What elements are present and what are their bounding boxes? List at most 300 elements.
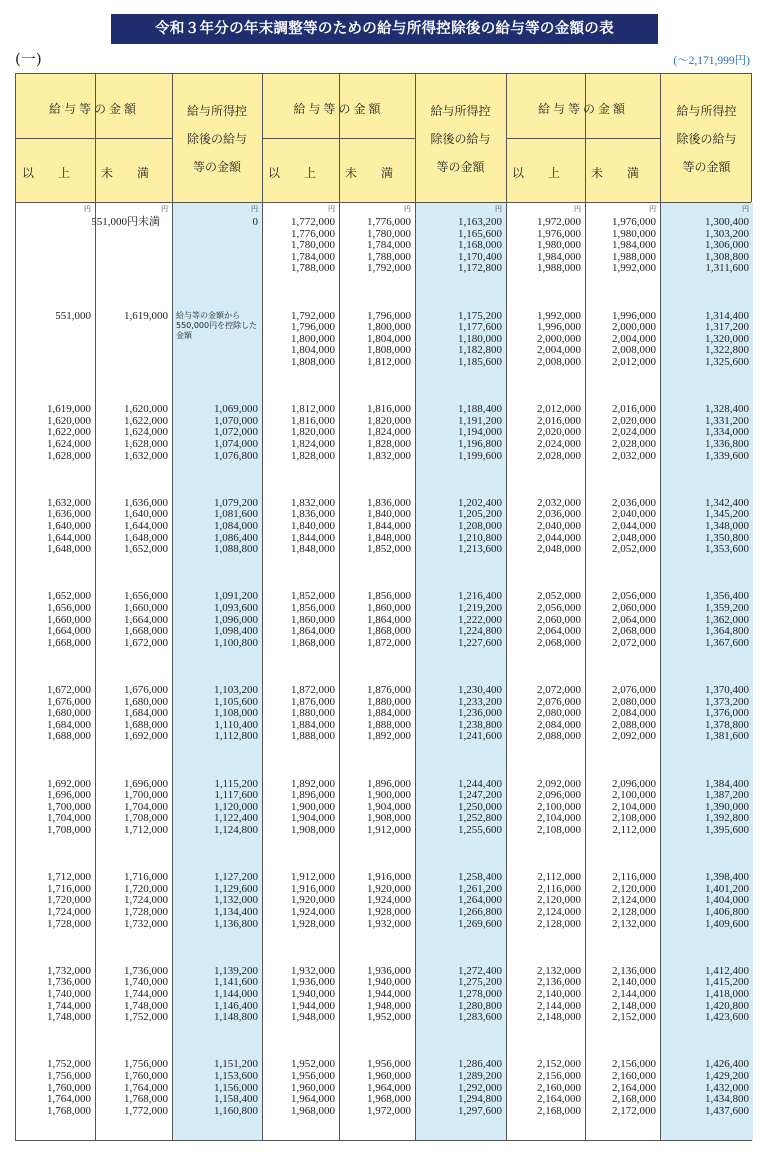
unit-mark: 円	[404, 205, 411, 213]
table-cell-lower: 1,912,000	[291, 871, 335, 884]
table-cell-after: 1,334,000	[705, 426, 749, 439]
table-cell-lower: 1,972,000	[537, 216, 581, 228]
table-cell-after: 1,250,000	[458, 800, 502, 813]
table-cell-after: 1,426,400	[705, 1058, 749, 1071]
table-cell-upper: 1,664,000	[124, 613, 168, 626]
table-cell-upper: 1,788,000	[367, 250, 411, 263]
table-cell-lower: 2,044,000	[537, 531, 581, 544]
table-cell-lower: 1,948,000	[291, 1011, 335, 1024]
table-cell-upper: 1,716,000	[124, 871, 168, 884]
table-cell-lower: 2,056,000	[537, 602, 581, 614]
table-cell-after: 1,120,000	[214, 800, 258, 813]
table-cell-upper: 1,924,000	[367, 894, 411, 907]
table-cell-after: 1,252,800	[458, 812, 502, 825]
table-cell-upper: 1,636,000	[124, 496, 168, 509]
table-cell-upper: 2,032,000	[612, 449, 656, 462]
table-cell-after: 1,406,800	[705, 906, 749, 918]
table-cell-lower: 1,760,000	[47, 1081, 91, 1094]
table-cell-after: 1,356,400	[705, 590, 749, 603]
table-cell-after: 1,227,600	[458, 636, 502, 649]
table-cell-lower: 1,672,000	[47, 684, 91, 696]
table-cell-lower: 2,024,000	[537, 438, 581, 450]
table-cell-upper: 1,920,000	[367, 882, 411, 895]
table-cell-after: 1,353,600	[705, 543, 749, 556]
table-cell-lower: 2,104,000	[537, 812, 581, 825]
table-cell-after: 1,415,200	[705, 976, 749, 989]
table-cell-upper: 1,952,000	[367, 1011, 411, 1024]
table-cell-after: 1,303,200	[705, 227, 749, 240]
table-cell-upper: 2,016,000	[612, 403, 656, 416]
table-cell-upper: 2,044,000	[612, 520, 656, 532]
table-cell-upper: 1,704,000	[124, 800, 168, 813]
table-cell-after: 1,170,400	[458, 250, 502, 263]
unit-mark: 円	[574, 205, 581, 213]
table-cell-lower: 2,052,000	[537, 590, 581, 603]
table-cell-upper: 1,980,000	[612, 227, 656, 240]
table-cell-lower: 2,100,000	[537, 800, 581, 813]
table-cell-lower: 1,928,000	[291, 917, 335, 930]
table-cell-upper: 1,744,000	[124, 988, 168, 1000]
table-cell-upper: 1,676,000	[124, 684, 168, 696]
table-cell-after: 1,158,400	[214, 1093, 258, 1106]
table-cell-lower: 2,048,000	[537, 543, 581, 556]
table-cell-upper: 2,136,000	[612, 964, 656, 977]
table-cell-upper: 2,092,000	[612, 730, 656, 743]
table-cell-lower: 1,900,000	[291, 800, 335, 813]
table-cell-upper: 1,680,000	[124, 695, 168, 708]
special-label-under-551000: 551,000円未満	[91, 216, 160, 228]
table-cell-after: 1,258,400	[458, 871, 502, 884]
table-cell-upper: 1,640,000	[124, 508, 168, 521]
table-cell-upper: 2,132,000	[612, 917, 656, 930]
table-cell-after: 1,070,000	[214, 414, 258, 427]
table-cell-upper: 2,172,000	[612, 1104, 656, 1117]
table-cell-lower: 2,072,000	[537, 684, 581, 696]
table-cell-upper: 1,848,000	[367, 531, 411, 544]
table-cell-after: 1,196,800	[458, 438, 502, 450]
table-cell-lower: 1,996,000	[537, 321, 581, 334]
salary-deduction-table	[15, 73, 752, 1141]
table-cell-lower: 1,640,000	[47, 520, 91, 532]
table-cell-upper: 2,140,000	[612, 976, 656, 989]
table-cell-after: 1,381,600	[705, 730, 749, 743]
table-cell-lower: 1,644,000	[47, 531, 91, 544]
table-cell-after: 1,096,000	[214, 613, 258, 626]
table-cell-lower: 1,724,000	[47, 906, 91, 918]
table-cell-upper: 1,656,000	[124, 590, 168, 603]
table-cell-upper: 2,108,000	[612, 812, 656, 825]
table-cell-upper: 2,000,000	[612, 321, 656, 334]
table-cell-upper: 1,956,000	[367, 1058, 411, 1071]
table-cell-upper: 2,156,000	[612, 1058, 656, 1071]
table-cell-lower: 2,144,000	[537, 999, 581, 1012]
table-cell-after: 1,110,400	[214, 718, 258, 731]
table-cell-lower: 1,824,000	[291, 438, 335, 450]
table-cell-after: 1,105,600	[214, 695, 258, 708]
table-cell-after: 1,362,000	[705, 613, 749, 626]
table-cell-after: 1,098,400	[214, 625, 258, 638]
table-cell-upper: 2,124,000	[612, 894, 656, 907]
table-cell-upper: 1,624,000	[124, 426, 168, 439]
table-cell-after: 1,100,800	[214, 636, 258, 649]
header-subdivider	[16, 138, 172, 139]
table-cell-after: 1,177,600	[458, 321, 502, 334]
table-cell-lower: 2,116,000	[537, 882, 581, 895]
header-subdivider	[506, 138, 660, 139]
section-marker: (一)	[15, 50, 42, 68]
table-cell-lower: 1,896,000	[291, 789, 335, 802]
table-cell-after: 1,300,400	[705, 216, 749, 228]
table-cell-upper: 1,772,000	[124, 1104, 168, 1117]
table-cell-lower: 1,688,000	[47, 730, 91, 743]
table-cell-lower: 2,092,000	[537, 777, 581, 790]
table-cell-upper: 1,792,000	[367, 262, 411, 275]
table-cell-lower: 1,732,000	[47, 964, 91, 977]
table-cell-lower: 1,619,000	[47, 403, 91, 416]
table-cell-after: 1,348,000	[705, 520, 749, 532]
table-cell-after: 1,117,600	[214, 789, 258, 802]
header-upper: 未 満	[591, 166, 640, 180]
table-cell-after: 1,401,200	[705, 882, 749, 895]
range-note: (～2,171,999円)	[673, 55, 750, 67]
table-cell-upper: 1,832,000	[367, 449, 411, 462]
table-cell-after: 1,086,400	[214, 531, 258, 544]
table-cell-after: 1,423,600	[705, 1011, 749, 1024]
table-cell-lower: 1,880,000	[291, 707, 335, 720]
table-cell-upper: 2,072,000	[612, 636, 656, 649]
table-cell-lower: 1,940,000	[291, 988, 335, 1000]
table-cell-upper: 1,668,000	[124, 625, 168, 638]
table-cell-after: 1,199,600	[458, 449, 502, 462]
table-cell-lower: 1,848,000	[291, 543, 335, 556]
table-cell-after: 1,289,200	[458, 1070, 502, 1082]
table-cell-lower: 1,976,000	[537, 227, 581, 240]
table-cell-lower: 2,124,000	[537, 906, 581, 918]
header-salary-amount: 給与等の金額	[48, 102, 139, 116]
table-cell-after: 1,132,000	[214, 894, 258, 907]
table-cell-after: 1,146,400	[214, 999, 258, 1012]
table-cell-after: 1,255,600	[458, 824, 502, 836]
table-cell-lower: 1,628,000	[47, 449, 91, 462]
table-cell-lower: 1,868,000	[291, 636, 335, 649]
table-cell-upper: 2,096,000	[612, 777, 656, 790]
table-cell-upper: 1,940,000	[367, 976, 411, 989]
table-cell-after: 1,188,400	[458, 403, 502, 416]
table-cell-after: 1,079,200	[214, 496, 258, 509]
table-cell-upper: 1,672,000	[124, 636, 168, 649]
table-cell-after: 1,359,200	[705, 602, 749, 614]
table-cell-lower: 1,860,000	[291, 613, 335, 626]
table-cell-after: 1,093,600	[214, 602, 258, 614]
table-cell-lower: 1,728,000	[47, 917, 91, 930]
header-after-deduction-line: 等の金額	[192, 160, 241, 174]
table-cell-upper: 1,748,000	[124, 999, 168, 1012]
table-cell-lower: 2,020,000	[537, 426, 581, 439]
table-cell-lower: 1,836,000	[291, 508, 335, 521]
table-cell-after: 1,387,200	[705, 789, 749, 802]
table-cell-upper: 1,880,000	[367, 695, 411, 708]
table-cell-after: 1,336,800	[705, 438, 749, 450]
table-cell-lower: 1,964,000	[291, 1093, 335, 1106]
table-cell-after: 1,165,600	[458, 227, 502, 240]
table-cell-lower: 1,992,000	[537, 309, 581, 322]
table-cell-upper: 1,784,000	[367, 239, 411, 252]
table-cell-lower: 2,040,000	[537, 520, 581, 532]
table-cell-upper: 1,812,000	[367, 356, 411, 368]
table-cell-after: 1,437,600	[705, 1104, 749, 1117]
table-cell-lower: 2,128,000	[537, 917, 581, 930]
table-cell-upper: 1,884,000	[367, 707, 411, 720]
table-cell-after: 1,286,400	[458, 1058, 502, 1071]
table-cell-upper: 2,012,000	[612, 356, 656, 368]
table-cell-after: 1,160,800	[214, 1104, 258, 1117]
table-cell-after: 1,108,000	[214, 707, 258, 720]
table-cell-after: 1,168,000	[458, 239, 502, 252]
table-cell-upper: 1,696,000	[124, 777, 168, 790]
table-cell-after: 1,072,000	[214, 426, 258, 439]
table-cell-lower: 1,744,000	[47, 999, 91, 1012]
table-cell-lower: 2,060,000	[537, 613, 581, 626]
table-cell-upper: 1,816,000	[367, 403, 411, 416]
table-cell-after: 1,266,800	[458, 906, 502, 918]
table-cell-lower: 1,932,000	[291, 964, 335, 977]
table-cell-after: 1,230,400	[458, 684, 502, 696]
special-value-zero: 0	[252, 216, 258, 228]
table-cell-lower: 1,864,000	[291, 625, 335, 638]
table-cell-after: 1,404,000	[705, 894, 749, 907]
table-cell-upper: 1,988,000	[612, 250, 656, 263]
table-cell-upper: 1,752,000	[124, 1011, 168, 1024]
table-cell-lower: 1,808,000	[291, 356, 335, 368]
table-cell-lower: 2,076,000	[537, 695, 581, 708]
table-cell-after: 1,103,200	[214, 684, 258, 696]
table-cell-lower: 1,632,000	[47, 496, 91, 509]
table-cell-after: 1,163,200	[458, 216, 502, 228]
table-title: 令和３年分の年末調整等のための給与所得控除後の給与等の金額の表	[111, 14, 658, 44]
table-cell-lower: 1,872,000	[291, 684, 335, 696]
table-cell-upper: 2,148,000	[612, 999, 656, 1012]
table-cell-upper: 1,828,000	[367, 438, 411, 450]
table-cell-lower: 2,000,000	[537, 332, 581, 345]
table-cell-lower: 1,652,000	[47, 590, 91, 603]
header-lower: 以 上	[512, 166, 561, 180]
table-cell-upper: 2,036,000	[612, 496, 656, 509]
table-cell-lower: 2,080,000	[537, 707, 581, 720]
table-cell-lower: 1,828,000	[291, 449, 335, 462]
unit-mark: 円	[161, 205, 168, 213]
table-cell-lower: 1,884,000	[291, 718, 335, 731]
table-cell-upper: 1,840,000	[367, 508, 411, 521]
table-cell-after: 1,244,400	[458, 777, 502, 790]
table-cell-upper: 1,860,000	[367, 602, 411, 614]
table-cell-after: 1,241,600	[458, 730, 502, 743]
table-cell-upper: 1,724,000	[124, 894, 168, 907]
table-cell-lower: 1,904,000	[291, 812, 335, 825]
table-cell-upper: 1,760,000	[124, 1070, 168, 1082]
unit-mark: 円	[495, 205, 502, 213]
table-cell-after: 1,194,000	[458, 426, 502, 439]
special-lower-551000: 551,000	[55, 309, 91, 322]
table-cell-upper: 1,712,000	[124, 824, 168, 836]
table-cell-upper: 1,944,000	[367, 988, 411, 1000]
table-cell-after: 1,320,000	[705, 332, 749, 345]
header-after-deduction-line: 等の金額	[682, 160, 731, 174]
table-cell-lower: 1,656,000	[47, 602, 91, 614]
table-cell-upper: 2,164,000	[612, 1081, 656, 1094]
table-cell-lower: 2,084,000	[537, 718, 581, 731]
table-cell-after: 1,182,800	[458, 344, 502, 357]
table-cell-lower: 1,944,000	[291, 999, 335, 1012]
table-cell-after: 1,205,200	[458, 508, 502, 521]
table-cell-lower: 1,768,000	[47, 1104, 91, 1117]
table-cell-upper: 1,916,000	[367, 871, 411, 884]
table-cell-upper: 2,048,000	[612, 531, 656, 544]
table-cell-after: 1,325,600	[705, 356, 749, 368]
table-cell-after: 1,328,400	[705, 403, 749, 416]
table-cell-upper: 2,084,000	[612, 707, 656, 720]
table-cell-lower: 1,664,000	[47, 625, 91, 638]
header-after-deduction-line: 給与所得控	[430, 104, 491, 118]
table-cell-upper: 1,800,000	[367, 321, 411, 334]
table-cell-after: 1,208,000	[458, 520, 502, 532]
table-cell-lower: 1,784,000	[291, 250, 335, 263]
table-cell-after: 1,398,400	[705, 871, 749, 884]
table-cell-upper: 2,112,000	[612, 824, 656, 836]
header-after-deduction-line: 除後の給与	[676, 132, 737, 146]
table-cell-after: 1,412,400	[705, 964, 749, 977]
table-cell-upper: 1,740,000	[124, 976, 168, 989]
table-cell-upper: 1,700,000	[124, 789, 168, 802]
table-cell-upper: 1,868,000	[367, 625, 411, 638]
table-cell-lower: 2,036,000	[537, 508, 581, 521]
table-cell-upper: 1,852,000	[367, 543, 411, 556]
table-cell-upper: 1,628,000	[124, 438, 168, 450]
table-cell-after: 1,317,200	[705, 321, 749, 334]
table-cell-after: 1,390,000	[705, 800, 749, 813]
table-cell-upper: 1,808,000	[367, 344, 411, 357]
table-cell-after: 1,129,600	[214, 882, 258, 895]
table-cell-upper: 1,904,000	[367, 800, 411, 813]
table-cell-after: 1,345,200	[705, 508, 749, 521]
table-cell-after: 1,151,200	[214, 1058, 258, 1071]
table-cell-after: 1,236,000	[458, 707, 502, 720]
table-cell-lower: 1,792,000	[291, 309, 335, 322]
table-cell-upper: 1,648,000	[124, 531, 168, 544]
table-cell-lower: 2,160,000	[537, 1081, 581, 1094]
table-cell-after: 1,308,800	[705, 250, 749, 263]
table-cell-lower: 2,156,000	[537, 1070, 581, 1082]
table-cell-lower: 2,164,000	[537, 1093, 581, 1106]
table-cell-lower: 1,956,000	[291, 1070, 335, 1082]
table-cell-upper: 1,692,000	[124, 730, 168, 743]
header-lower: 以 上	[268, 166, 317, 180]
header-salary-amount: 給与等の金額	[537, 102, 628, 116]
table-cell-lower: 1,984,000	[537, 250, 581, 263]
table-cell-after: 1,216,400	[458, 590, 502, 603]
table-cell-upper: 2,116,000	[612, 871, 656, 884]
table-cell-lower: 1,660,000	[47, 613, 91, 626]
header-after-deduction-line: 除後の給与	[430, 132, 491, 146]
unit-mark: 円	[328, 205, 335, 213]
table-cell-after: 1,185,600	[458, 356, 502, 368]
table-cell-upper: 1,720,000	[124, 882, 168, 895]
table-cell-lower: 1,876,000	[291, 695, 335, 708]
table-cell-upper: 2,144,000	[612, 988, 656, 1000]
table-cell-upper: 1,856,000	[367, 590, 411, 603]
header-upper: 未 満	[345, 166, 394, 180]
table-cell-upper: 1,736,000	[124, 964, 168, 977]
table-cell-upper: 2,024,000	[612, 426, 656, 439]
table-cell-upper: 1,968,000	[367, 1093, 411, 1106]
table-cell-upper: 2,040,000	[612, 508, 656, 521]
table-cell-lower: 1,696,000	[47, 789, 91, 802]
table-cell-upper: 1,872,000	[367, 636, 411, 649]
table-cell-upper: 1,660,000	[124, 602, 168, 614]
table-cell-after: 1,384,400	[705, 777, 749, 790]
table-cell-upper: 1,844,000	[367, 520, 411, 532]
table-cell-upper: 1,632,000	[124, 449, 168, 462]
table-cell-after: 1,418,000	[705, 988, 749, 1000]
table-cell-lower: 1,916,000	[291, 882, 335, 895]
table-cell-upper: 1,960,000	[367, 1070, 411, 1082]
table-cell-after: 1,420,800	[705, 999, 749, 1012]
table-cell-upper: 1,708,000	[124, 812, 168, 825]
table-cell-lower: 1,676,000	[47, 695, 91, 708]
table-cell-lower: 1,776,000	[291, 227, 335, 240]
table-cell-upper: 2,028,000	[612, 438, 656, 450]
table-cell-lower: 1,704,000	[47, 812, 91, 825]
table-cell-lower: 1,952,000	[291, 1058, 335, 1071]
table-cell-after: 1,264,000	[458, 894, 502, 907]
table-cell-after: 1,314,400	[705, 309, 749, 322]
table-cell-after: 1,122,400	[214, 812, 258, 825]
table-cell-lower: 2,096,000	[537, 789, 581, 802]
table-cell-after: 1,373,200	[705, 695, 749, 708]
table-cell-upper: 1,688,000	[124, 718, 168, 731]
table-cell-after: 1,076,800	[214, 449, 258, 462]
header-salary-amount: 給与等の金額	[293, 102, 384, 116]
table-cell-upper: 1,644,000	[124, 520, 168, 532]
table-cell-lower: 2,140,000	[537, 988, 581, 1000]
table-cell-lower: 1,936,000	[291, 976, 335, 989]
table-cell-upper: 1,732,000	[124, 917, 168, 930]
table-cell-upper: 1,928,000	[367, 906, 411, 918]
table-cell-after: 1,144,000	[214, 988, 258, 1000]
table-cell-lower: 1,684,000	[47, 718, 91, 731]
table-cell-after: 1,224,800	[458, 625, 502, 638]
table-cell-upper: 2,160,000	[612, 1070, 656, 1082]
table-cell-upper: 1,780,000	[367, 227, 411, 240]
table-cell-upper: 1,912,000	[367, 824, 411, 836]
table-cell-lower: 1,748,000	[47, 1011, 91, 1024]
table-cell-lower: 1,920,000	[291, 894, 335, 907]
table-cell-after: 1,311,600	[705, 262, 749, 275]
table-cell-upper: 2,056,000	[612, 590, 656, 603]
table-cell-after: 1,367,600	[705, 636, 749, 649]
header-subdivider	[262, 138, 415, 139]
table-cell-lower: 2,112,000	[537, 871, 581, 884]
table-cell-lower: 2,132,000	[537, 964, 581, 977]
header-upper: 未 満	[101, 166, 150, 180]
table-cell-upper: 1,964,000	[367, 1081, 411, 1094]
table-cell-lower: 1,740,000	[47, 988, 91, 1000]
table-cell-upper: 1,796,000	[367, 309, 411, 322]
table-cell-after: 1,378,800	[705, 718, 749, 731]
table-cell-upper: 1,684,000	[124, 707, 168, 720]
table-cell-upper: 2,008,000	[612, 344, 656, 357]
table-cell-after: 1,269,600	[458, 917, 502, 930]
table-cell-after: 1,339,600	[705, 449, 749, 462]
